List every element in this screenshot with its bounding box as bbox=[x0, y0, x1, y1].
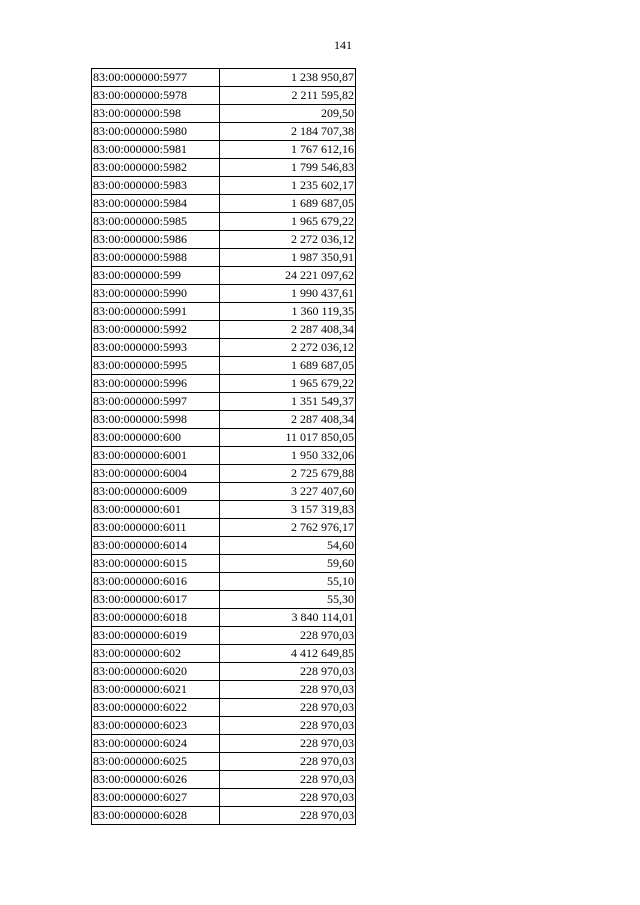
cadastral-number-cell: 83:00:000000:6014 bbox=[92, 537, 220, 555]
cadastral-number-cell: 83:00:000000:6001 bbox=[92, 447, 220, 465]
cadastral-value-cell: 4 412 649,85 bbox=[220, 645, 356, 663]
cadastral-number-cell: 83:00:000000:6021 bbox=[92, 681, 220, 699]
cadastral-value-cell: 55,30 bbox=[220, 591, 356, 609]
cadastral-value-cell: 1 360 119,35 bbox=[220, 303, 356, 321]
table-row bbox=[92, 555, 356, 573]
cadastral-value-cell: 228 970,03 bbox=[220, 735, 356, 753]
cadastral-number-cell: 83:00:000000:5986 bbox=[92, 231, 220, 249]
cadastral-number-cell: 83:00:000000:5982 bbox=[92, 159, 220, 177]
cadastral-number-cell: 83:00:000000:6016 bbox=[92, 573, 220, 591]
cadastral-value-cell: 1 987 350,91 bbox=[220, 249, 356, 267]
cadastral-number-cell: 83:00:000000:601 bbox=[92, 501, 220, 519]
cadastral-value-cell: 1 799 546,83 bbox=[220, 159, 356, 177]
cadastral-number-cell: 83:00:000000:6027 bbox=[92, 789, 220, 807]
table-row bbox=[92, 807, 356, 825]
cadastral-number-cell: 83:00:000000:5995 bbox=[92, 357, 220, 375]
cadastral-value-table bbox=[91, 68, 356, 825]
table-row bbox=[92, 789, 356, 807]
cadastral-value-cell: 228 970,03 bbox=[220, 681, 356, 699]
table-row bbox=[92, 87, 356, 105]
table-row bbox=[92, 159, 356, 177]
table-row bbox=[92, 573, 356, 591]
cadastral-value-cell: 1 689 687,05 bbox=[220, 357, 356, 375]
cadastral-number-cell: 83:00:000000:5981 bbox=[92, 141, 220, 159]
cadastral-value-cell: 2 272 036,12 bbox=[220, 231, 356, 249]
cadastral-number-cell: 83:00:000000:6015 bbox=[92, 555, 220, 573]
table-row bbox=[92, 303, 356, 321]
table-row bbox=[92, 501, 356, 519]
table-row bbox=[92, 141, 356, 159]
cadastral-number-cell: 83:00:000000:5998 bbox=[92, 411, 220, 429]
cadastral-number-cell: 83:00:000000:6019 bbox=[92, 627, 220, 645]
table-row bbox=[92, 771, 356, 789]
table-row bbox=[92, 321, 356, 339]
cadastral-number-cell: 83:00:000000:6004 bbox=[92, 465, 220, 483]
table-row bbox=[92, 465, 356, 483]
table-row bbox=[92, 735, 356, 753]
cadastral-value-cell: 1 351 549,37 bbox=[220, 393, 356, 411]
cadastral-number-cell: 83:00:000000:5997 bbox=[92, 393, 220, 411]
cadastral-value-cell: 2 287 408,34 bbox=[220, 411, 356, 429]
cadastral-number-cell: 83:00:000000:602 bbox=[92, 645, 220, 663]
table-row bbox=[92, 447, 356, 465]
cadastral-number-cell: 83:00:000000:5991 bbox=[92, 303, 220, 321]
cadastral-value-cell: 1 990 437,61 bbox=[220, 285, 356, 303]
table-row bbox=[92, 285, 356, 303]
cadastral-value-cell: 1 238 950,87 bbox=[220, 69, 356, 87]
table-row bbox=[92, 357, 356, 375]
table-row bbox=[92, 609, 356, 627]
table-row bbox=[92, 591, 356, 609]
cadastral-value-cell: 228 970,03 bbox=[220, 807, 356, 825]
cadastral-number-cell: 83:00:000000:5977 bbox=[92, 69, 220, 87]
cadastral-number-cell: 83:00:000000:6017 bbox=[92, 591, 220, 609]
table-row bbox=[92, 699, 356, 717]
cadastral-number-cell: 83:00:000000:5996 bbox=[92, 375, 220, 393]
cadastral-number-cell: 83:00:000000:6018 bbox=[92, 609, 220, 627]
table-row bbox=[92, 177, 356, 195]
cadastral-number-cell: 83:00:000000:5978 bbox=[92, 87, 220, 105]
cadastral-value-cell: 2 184 707,38 bbox=[220, 123, 356, 141]
table-row bbox=[92, 519, 356, 537]
table-row bbox=[92, 681, 356, 699]
cadastral-number-cell: 83:00:000000:5984 bbox=[92, 195, 220, 213]
cadastral-value-cell: 55,10 bbox=[220, 573, 356, 591]
cadastral-value-cell: 228 970,03 bbox=[220, 717, 356, 735]
cadastral-number-cell: 83:00:000000:6020 bbox=[92, 663, 220, 681]
table-row bbox=[92, 123, 356, 141]
cadastral-value-cell: 3 227 407,60 bbox=[220, 483, 356, 501]
table-row bbox=[92, 249, 356, 267]
cadastral-value-cell: 228 970,03 bbox=[220, 627, 356, 645]
table-row bbox=[92, 483, 356, 501]
cadastral-number-cell: 83:00:000000:5985 bbox=[92, 213, 220, 231]
table-row bbox=[92, 645, 356, 663]
cadastral-value-cell: 24 221 097,62 bbox=[220, 267, 356, 285]
cadastral-value-cell: 2 725 679,88 bbox=[220, 465, 356, 483]
cadastral-value-cell: 3 840 114,01 bbox=[220, 609, 356, 627]
cadastral-value-cell: 228 970,03 bbox=[220, 789, 356, 807]
cadastral-number-cell: 83:00:000000:5990 bbox=[92, 285, 220, 303]
table-row bbox=[92, 69, 356, 87]
cadastral-number-cell: 83:00:000000:6024 bbox=[92, 735, 220, 753]
table-row bbox=[92, 213, 356, 231]
cadastral-number-cell: 83:00:000000:598 bbox=[92, 105, 220, 123]
table-row bbox=[92, 267, 356, 285]
cadastral-number-cell: 83:00:000000:5983 bbox=[92, 177, 220, 195]
cadastral-value-cell: 228 970,03 bbox=[220, 753, 356, 771]
cadastral-number-cell: 83:00:000000:5992 bbox=[92, 321, 220, 339]
cadastral-number-cell: 83:00:000000:5980 bbox=[92, 123, 220, 141]
cadastral-value-cell: 2 211 595,82 bbox=[220, 87, 356, 105]
cadastral-number-cell: 83:00:000000:6023 bbox=[92, 717, 220, 735]
cadastral-value-cell: 1 689 687,05 bbox=[220, 195, 356, 213]
cadastral-value-cell: 1 950 332,06 bbox=[220, 447, 356, 465]
cadastral-value-cell: 2 762 976,17 bbox=[220, 519, 356, 537]
cadastral-value-cell: 59,60 bbox=[220, 555, 356, 573]
cadastral-number-cell: 83:00:000000:599 bbox=[92, 267, 220, 285]
table-row bbox=[92, 753, 356, 771]
table-row bbox=[92, 195, 356, 213]
cadastral-number-cell: 83:00:000000:6026 bbox=[92, 771, 220, 789]
cadastral-value-cell: 2 287 408,34 bbox=[220, 321, 356, 339]
table-row bbox=[92, 105, 356, 123]
cadastral-number-cell: 83:00:000000:6022 bbox=[92, 699, 220, 717]
cadastral-value-cell: 2 272 036,12 bbox=[220, 339, 356, 357]
cadastral-number-cell: 83:00:000000:6028 bbox=[92, 807, 220, 825]
cadastral-value-cell: 1 767 612,16 bbox=[220, 141, 356, 159]
cadastral-number-cell: 83:00:000000:5993 bbox=[92, 339, 220, 357]
table-row bbox=[92, 375, 356, 393]
cadastral-value-cell: 54,60 bbox=[220, 537, 356, 555]
cadastral-number-cell: 83:00:000000:6025 bbox=[92, 753, 220, 771]
cadastral-value-cell: 228 970,03 bbox=[220, 771, 356, 789]
table-row bbox=[92, 429, 356, 447]
cadastral-number-cell: 83:00:000000:600 bbox=[92, 429, 220, 447]
cadastral-number-cell: 83:00:000000:6011 bbox=[92, 519, 220, 537]
cadastral-value-cell: 1 235 602,17 bbox=[220, 177, 356, 195]
cadastral-number-cell: 83:00:000000:6009 bbox=[92, 483, 220, 501]
table-row bbox=[92, 717, 356, 735]
table-row bbox=[92, 411, 356, 429]
table-row bbox=[92, 231, 356, 249]
table-body bbox=[92, 69, 356, 825]
table-row bbox=[92, 339, 356, 357]
cadastral-value-cell: 1 965 679,22 bbox=[220, 213, 356, 231]
table-row bbox=[92, 393, 356, 411]
cadastral-value-cell: 3 157 319,83 bbox=[220, 501, 356, 519]
page-number: 141 bbox=[334, 38, 352, 52]
cadastral-value-cell: 228 970,03 bbox=[220, 699, 356, 717]
table-row bbox=[92, 537, 356, 555]
cadastral-value-cell: 11 017 850,05 bbox=[220, 429, 356, 447]
cadastral-value-cell: 1 965 679,22 bbox=[220, 375, 356, 393]
table-row bbox=[92, 663, 356, 681]
cadastral-number-cell: 83:00:000000:5988 bbox=[92, 249, 220, 267]
table-row bbox=[92, 627, 356, 645]
cadastral-value-cell: 228 970,03 bbox=[220, 663, 356, 681]
cadastral-value-cell: 209,50 bbox=[220, 105, 356, 123]
